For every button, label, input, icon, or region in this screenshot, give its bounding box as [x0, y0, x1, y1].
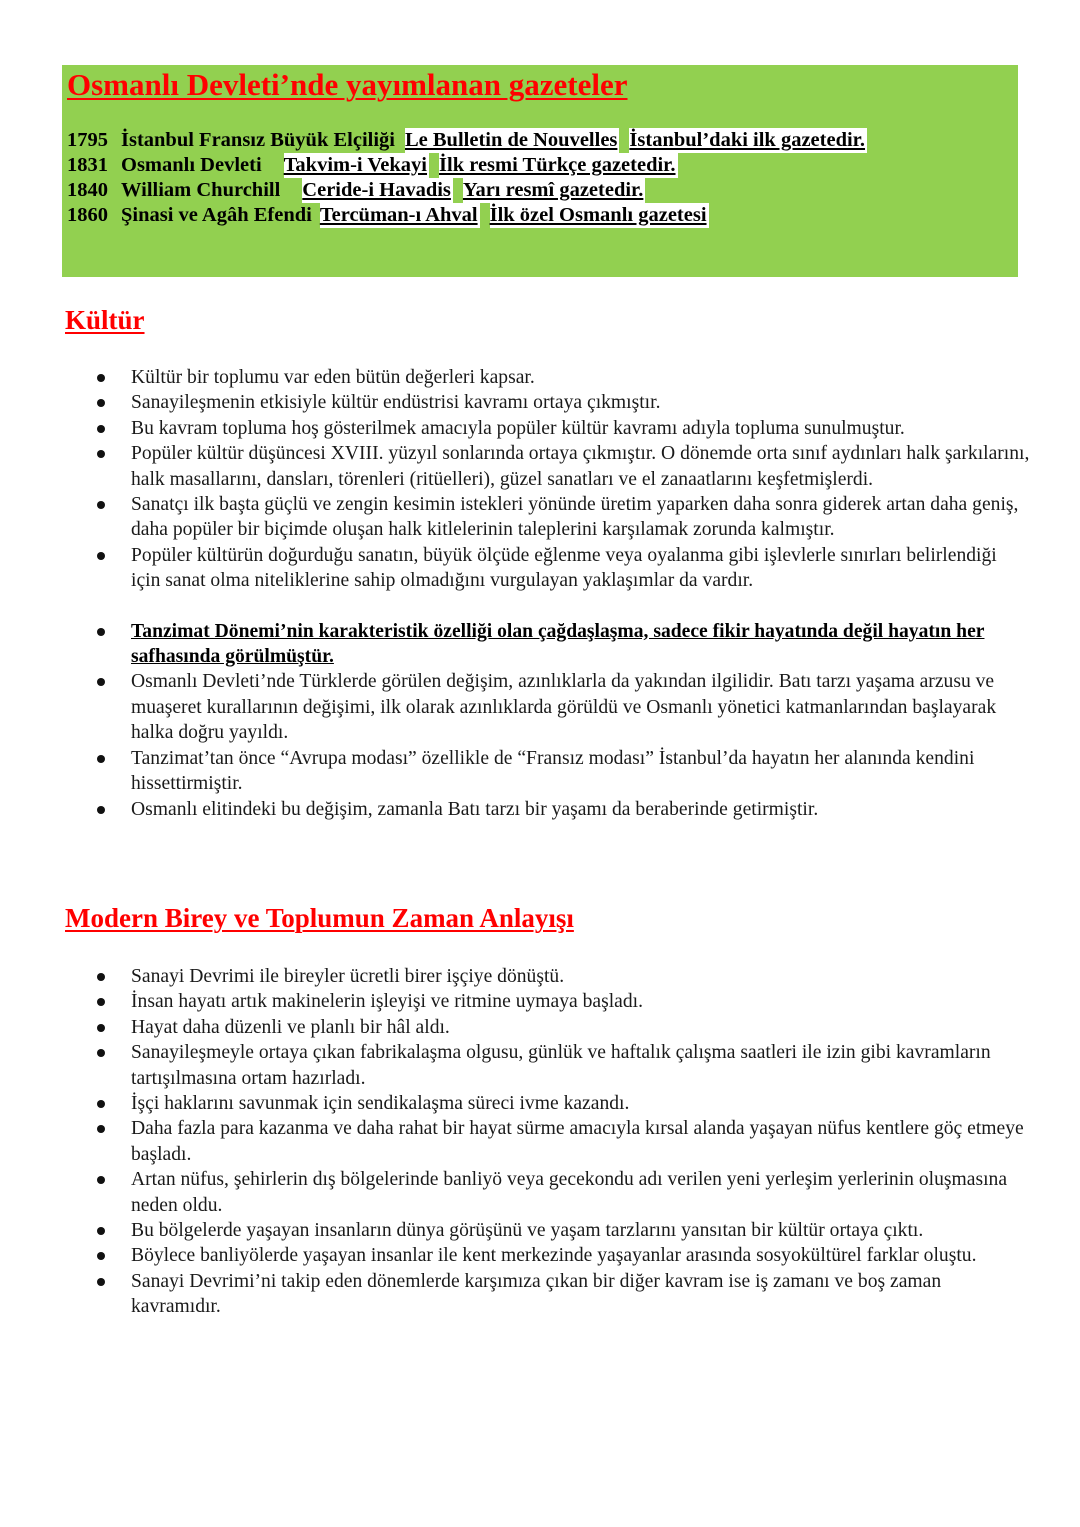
list-item: [0, 492, 1080, 543]
bullet-icon: [97, 678, 105, 686]
bullet-icon: [97, 755, 105, 763]
highlight-item: [0, 619, 1080, 670]
newspapers-list: [65, 128, 867, 228]
list-item: [0, 365, 1080, 390]
list-item: [0, 1040, 1080, 1091]
list-item-text: İşçi haklarını savunmak için sendikalaşma süreci ivme kazandı.: [131, 1093, 630, 1115]
list-item-text: Hayat daha düzenli ve planlı bir hâl aldı.: [131, 1016, 450, 1038]
list-item-text: Bu kavram topluma hoş gösterilmek amacıyla popüler kültür kavramı adıyla topluma sunulmuştur.: [131, 417, 905, 439]
newspaper-row: [65, 178, 867, 203]
newspaper-note: Yarı resmî gazetedir.: [462, 179, 644, 201]
newspaper-note: İlk özel Osmanlı gazetesi: [489, 204, 707, 226]
list-item: [0, 797, 1080, 822]
list-item-text: Artan nüfus, şehirlerin dış bölgelerinde banliyö veya gecekondu adı verilen yeni yerleşim yerlerinin oluşmasına neden oldu.: [131, 1169, 1008, 1216]
list-item: [0, 390, 1080, 415]
modern-title: Modern Birey ve Toplumun Zaman Anlayışı: [65, 903, 574, 933]
bullet-icon: [97, 450, 105, 458]
list-item-text: Böylece banliyölerde yaşayan insanlar ile kent merkezinde yaşayanlar arasında sosyokültürel farklar oluştu.: [131, 1245, 977, 1267]
newspaper-name: Ceride-i Havadis: [302, 179, 451, 201]
bullet-icon: [97, 806, 105, 814]
list-item-text: Popüler kültürün doğurduğu sanatın, büyük ölçüde eğlenme veya oyalanma gibi işlevlerle sınırları belirlendiği için sanat olma niteliklerine sahip olmadığını vurgulayan yaklaşımlar da vardır.: [131, 544, 997, 592]
newspaper-year: 1840: [67, 179, 108, 201]
list-item: [0, 1116, 1080, 1167]
culture-title: Kültür: [65, 305, 145, 335]
newspaper-name: Tercüman-ı Ahval: [319, 204, 478, 226]
bullet-icon: [97, 973, 105, 981]
list-item-text: Sanayi Devrimi’ni takip eden dönemlerde karşımıza çıkan bir diğer kavram ise iş zamanı ve boş zaman kavramıdır.: [131, 1270, 942, 1318]
list-item: [0, 543, 1080, 594]
bullet-icon: [97, 425, 105, 433]
list-item: [0, 1218, 1080, 1243]
bullet-icon: [97, 1125, 105, 1133]
list-item-text: Bu bölgelerde yaşayan insanların dünya görüşünü ve yaşam tarzlarını yansıtan bir kültür ortaya çıktı.: [131, 1220, 924, 1242]
list-item: [0, 746, 1080, 797]
bullet-icon: [97, 374, 105, 382]
list-item-text: Kültür bir toplumu var eden bütün değerleri kapsar.: [131, 367, 535, 388]
list-item-text: Tanzimat’tan önce “Avrupa modası” özellikle de “Fransız modası” İstanbul’da hayatın her alanında kendini hissettirmiştir.: [131, 747, 975, 795]
newspaper-name: Takvim-i Vekayi: [283, 154, 428, 176]
list-item-text: Sanayi Devrimi ile bireyler ücretli birer işçiye dönüştü.: [131, 966, 565, 987]
bullet-icon: [97, 1049, 105, 1057]
list-item: [0, 1015, 1080, 1040]
newspaper-source: William Churchill: [121, 179, 281, 201]
modern-bullet-list: [0, 964, 1080, 1320]
culture-bullet-list: [0, 365, 1080, 822]
list-item: [0, 1243, 1080, 1268]
bullet-icon: [97, 1252, 105, 1260]
newspapers-box: [62, 65, 1018, 277]
list-item-text: Sanayileşmeyle ortaya çıkan fabrikalaşma olgusu, günlük ve haftalık çalışma saatleri ile izin gibi kavramların tartışılmasına ortam hazırladı.: [131, 1042, 991, 1089]
list-item-text: Osmanlı elitindeki bu değişim, zamanla Batı tarzı bir yaşamı da beraberinde getirmiştir.: [131, 798, 819, 820]
bullet-icon: [97, 1100, 105, 1108]
bullet-icon: [97, 1176, 105, 1184]
newspaper-source: Şinasi ve Agâh Efendi: [121, 204, 312, 226]
newspaper-year: 1831: [67, 154, 108, 176]
bullet-icon: [97, 1278, 105, 1286]
newspaper-name: Le Bulletin de Nouvelles: [404, 129, 618, 151]
newspapers-title: Osmanlı Devleti’nde yayımlanan gazeteler: [67, 67, 628, 102]
list-item: [0, 964, 1080, 989]
newspaper-year: 1795: [67, 129, 108, 151]
list-item: [0, 669, 1080, 745]
bullet-icon: [97, 628, 105, 636]
list-item-text: Popüler kültür düşüncesi XVIII. yüzyıl sonlarında ortaya çıkmıştır. O dönemde orta sınıf aydınları halk şarkılarını, halk masallarını, dansları, törenleri (ritüelleri), güzel sanatları ve el zanaatlarını keşfetmişlerdi.: [131, 443, 1030, 490]
bullet-icon: [97, 552, 105, 560]
list-gap: [0, 594, 1080, 619]
list-item: [0, 989, 1080, 1014]
newspaper-source: İstanbul Fransız Büyük Elçiliği: [121, 129, 395, 151]
highlight-text: Tanzimat Dönemi’nin karakteristik özelliği olan çağdaşlaşma, sadece fikir hayatında değil hayatın her safhasında görülmüştür.: [131, 620, 985, 668]
list-item-text: Daha fazla para kazanma ve daha rahat bir hayat sürme amacıyla kırsal alanda yaşayan nüfus kentlere göç etmeye başladı.: [131, 1118, 1024, 1165]
newspaper-year: 1860: [67, 204, 108, 226]
bullet-icon: [97, 1024, 105, 1032]
list-item-text: Sanatçı ilk başta güçlü ve zengin kesimin istekleri yönünde üretim yaparken daha sonra giderek artan daha geniş, daha popüler bir biçimde oluşan halk kitlelerinin taleplerini karşılamak zorunda kalmıştır.: [131, 494, 1019, 541]
list-item: [0, 1269, 1080, 1320]
bullet-icon: [97, 399, 105, 407]
list-item: [0, 441, 1080, 492]
list-item-text: Sanayileşmenin etkisiyle kültür endüstrisi kavramı ortaya çıkmıştır.: [131, 392, 661, 414]
list-item: [0, 1091, 1080, 1116]
list-item-text: Osmanlı Devleti’nde Türklerde görülen değişim, azınlıklarla da yakından ilgilidir. Batı tarzı yaşama arzusu ve muaşeret kurallarının değişimi, ilk olarak azınlıklarda görüldü ve Osmanlı yönetici katmanlarından başlayarak halka doğru yayıldı.: [131, 671, 997, 744]
newspaper-source: Osmanlı Devleti: [121, 154, 262, 176]
newspaper-row: [65, 128, 867, 153]
bullet-icon: [97, 1227, 105, 1235]
newspaper-row: [65, 153, 867, 178]
list-item-text: İnsan hayatı artık makinelerin işleyişi ve ritmine uymaya başladı.: [131, 991, 644, 1013]
list-item: [0, 1167, 1080, 1218]
bullet-icon: [97, 998, 105, 1006]
newspaper-note: İstanbul’daki ilk gazetedir.: [629, 129, 866, 151]
bullet-icon: [97, 501, 105, 509]
list-item: [0, 416, 1080, 441]
newspaper-row: [65, 203, 867, 228]
newspaper-note: İlk resmi Türkçe gazetedir.: [439, 154, 676, 176]
